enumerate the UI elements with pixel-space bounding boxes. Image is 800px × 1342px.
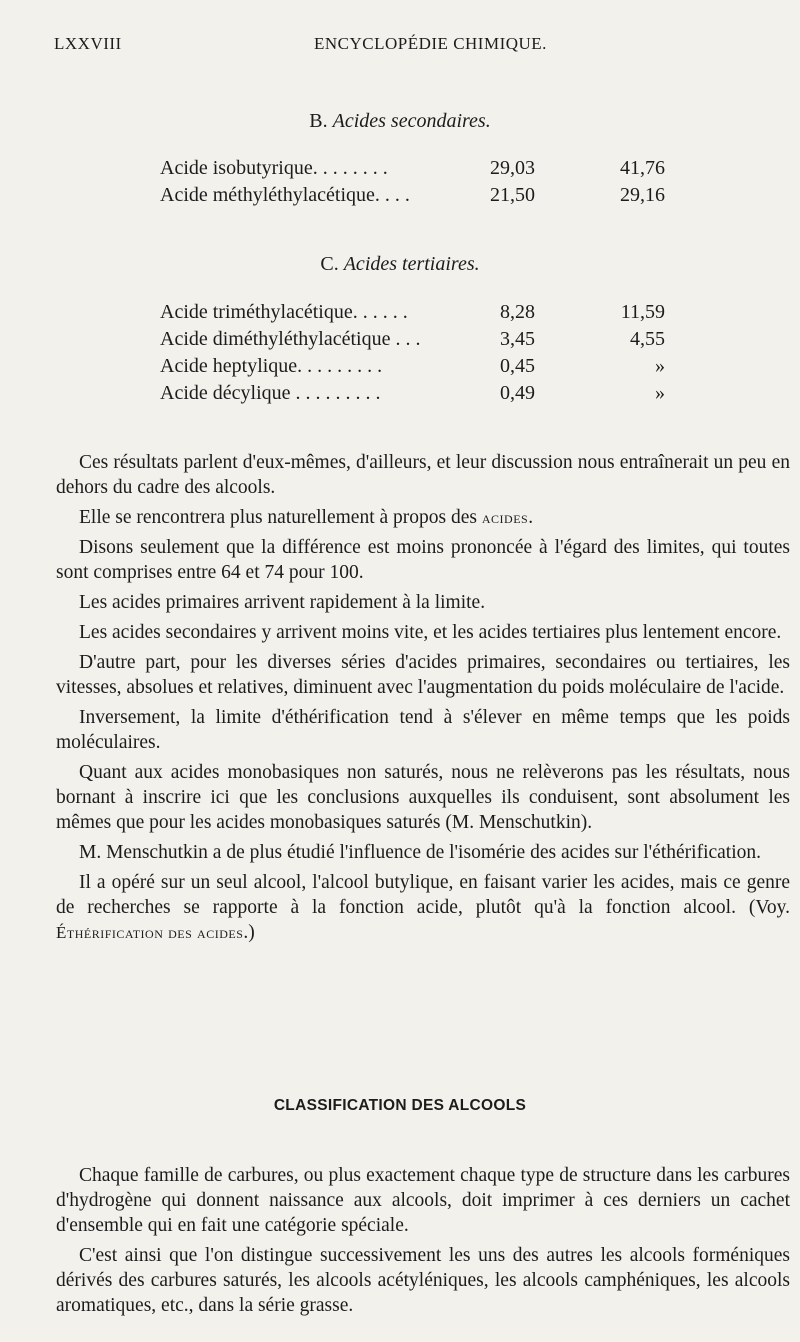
acid-name: Acide triméthylacétique. . . . . .: [160, 301, 408, 323]
body-text: [56, 450, 790, 950]
paragraph: C'est ainsi que l'on distingue successivement les uns des autres les alcools forméniques dérivés des carbures saturés, les alcools acétyléniques, les alcools camphéniques, les alcools aromatiques, etc., dans la série grasse.: [56, 1245, 790, 1316]
paragraph: M. Menschutkin a de plus étudié l'influence de l'isomérie des acides sur l'éthérification.: [79, 842, 762, 863]
paragraph: Ces résultats parlent d'eux-mêmes, d'ailleurs, et leur discussion nous entraînerait un peu en dehors du cadre des alcools.: [56, 452, 790, 498]
section-name: Acides secondaires.: [332, 110, 491, 132]
paragraph: Disons seulement que la différence est moins prononcée à l'égard des limites, qui toutes sont comprises entre 64 et 74 pour 100.: [56, 537, 790, 583]
acid-name: Acide décylique . . . . . . . . .: [160, 382, 381, 404]
value-1: 0,45: [500, 355, 535, 377]
running-title: ENCYCLOPÉDIE CHIMIQUE.: [314, 34, 547, 53]
value-1: 0,49: [500, 382, 535, 404]
paragraph: Les acides secondaires y arrivent moins vite, et les acides tertiaires plus lentement encore.: [79, 622, 782, 643]
page-number: LXXVIII: [54, 34, 122, 53]
classification-text: [56, 1163, 790, 1323]
page-header: [54, 34, 746, 60]
section-title-tertiary-acids: [0, 253, 800, 276]
paragraph: Inversement, la limite d'éthérification tend à s'élever en même temps que les poids moléculaires.: [56, 707, 790, 753]
paragraph: [56, 505, 790, 530]
section-title-secondary-acids: [0, 110, 800, 133]
value-2: 11,59: [620, 301, 665, 323]
value-1: 21,50: [490, 184, 535, 206]
paragraph: Quant aux acides monobasiques non saturés, nous ne relèverons pas les résultats, nous bornant à inscrire ici que les conclusions auxquelles ils conduisent, sont absolument les mêmes que pour les acides monobasiques saturés (M. Menschutkin).: [56, 762, 790, 833]
paragraph: D'autre part, pour les diverses séries d'acides primaires, secondaires ou tertiaires, les vitesses, absolues et relatives, diminuent avec l'augmentation du poids moléculaire de l'acide.: [56, 652, 790, 698]
paragraph: Les acides primaires arrivent rapidement à la limite.: [79, 592, 486, 613]
value-1: 29,03: [490, 157, 535, 179]
paragraph-text: .): [243, 922, 255, 943]
small-caps-text: acides: [481, 508, 529, 527]
value-2: 41,76: [620, 157, 665, 179]
value-2: 29,16: [620, 184, 665, 206]
section-label: B.: [309, 110, 328, 132]
paragraph-text: .: [528, 507, 534, 528]
value-2: »: [655, 382, 665, 404]
value-1: 3,45: [500, 328, 535, 350]
acid-name: Acide isobutyrique. . . . . . . .: [160, 157, 388, 179]
paragraph: [56, 870, 790, 945]
small-caps-text: Éthérification des acides: [56, 923, 244, 942]
value-1: 8,28: [500, 301, 535, 323]
acid-name: Acide diméthyléthylacétique . . .: [160, 328, 421, 350]
value-2: 4,55: [630, 328, 665, 350]
section-name: Acides tertiaires.: [343, 253, 480, 275]
paragraph: Chaque famille de carbures, ou plus exactement chaque type de structure dans les carbures d'hydrogène qui donnent naissance aux alcools, doit imprimer à ces derniers un cachet d'ensemble qui en fait une catégorie spéciale.: [56, 1165, 790, 1236]
section-heading: CLASSIFICATION DES ALCOOLS: [273, 1097, 527, 1114]
section-label: C.: [320, 253, 339, 275]
acid-name: Acide heptylique. . . . . . . . .: [160, 355, 383, 377]
paragraph-text: Il a opéré sur un seul alcool, l'alcool butylique, en faisant varier les acides, mais ce genre de recherches se rapporte à la fonction acide, plutôt qu'à la fonction alcool. (Voy.: [56, 872, 790, 918]
acid-name: Acide méthyléthylacétique. . . .: [160, 184, 410, 206]
value-2: »: [655, 355, 665, 377]
paragraph-text: Elle se rencontrera plus naturellement à propos des: [79, 507, 482, 528]
